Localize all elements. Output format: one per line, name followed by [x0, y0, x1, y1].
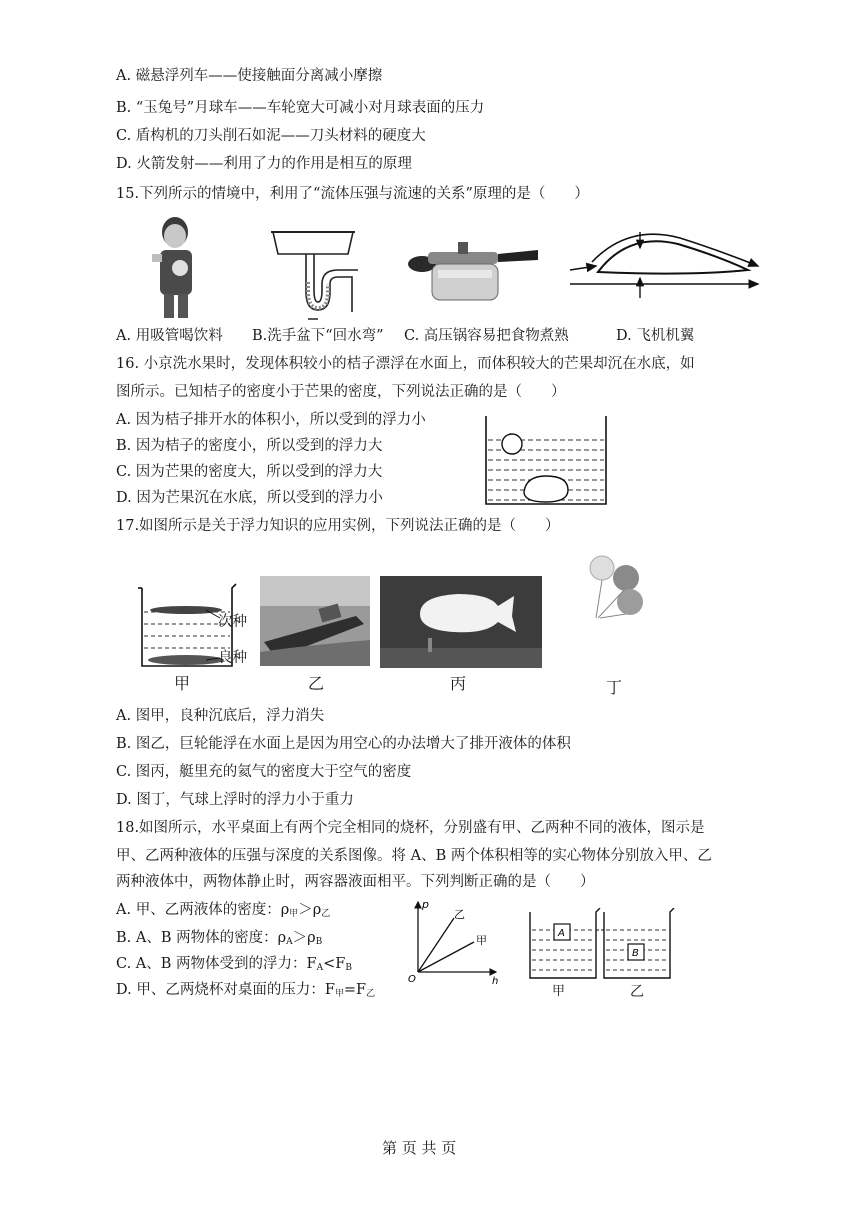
q14-option-b: B. “玉兔号”月球车——车轮宽大可减小对月球表面的压力 [116, 100, 485, 116]
airplane-wing-image [568, 226, 764, 302]
airship-photo [380, 576, 542, 668]
q18-option-d-mid: =F [343, 982, 367, 998]
q18-option-d [116, 980, 375, 1004]
q18-option-c [116, 954, 352, 978]
q15-caption-c: C. 高压锅容易把食物煮熟 [404, 328, 569, 344]
q18-option-b-mid: ＞ρ [292, 930, 316, 946]
q18-option-c-text: C. A、B 两物体受到的浮力：F [116, 956, 317, 972]
q18-stem-line1: 18.如图所示，水平桌面上有两个完全相同的烧杯，分别盛有甲、乙两种不同的液体，图示是 [116, 820, 705, 836]
q15-caption-b: B.洗手盆下“回水弯” [252, 328, 384, 344]
q18-option-c-sub2: B [345, 963, 352, 973]
q17-option-a: A. 图甲，良种沉底后，浮力消失 [116, 708, 325, 724]
line-label-yi: 乙 [454, 908, 465, 921]
block-b-label: B [632, 948, 639, 959]
page-footer: 第 页 共 页 [382, 1139, 457, 1157]
q17-option-d: D. 图丁，气球上浮时的浮力小于重力 [116, 792, 354, 808]
q16-option-b: B. 因为桔子的密度小，所以受到的浮力大 [116, 438, 383, 454]
q18-option-c-sub1: A [316, 963, 324, 973]
q18-option-b-text: B. A、B 两物体的密度：ρ [116, 930, 287, 946]
q16-option-c: C. 因为芒果的密度大，所以受到的浮力大 [116, 464, 383, 480]
q15-stem: 15.下列所示的情境中，利用了“流体压强与流速的关系”原理的是（ ） [116, 186, 589, 202]
label-yi: 乙 [308, 674, 325, 693]
pressure-depth-graph [404, 896, 504, 986]
q18-option-b [116, 928, 322, 952]
origin-label: O [408, 974, 416, 985]
q18-option-b-sub1: A [286, 937, 293, 947]
q18-option-d-sub2: 乙 [366, 989, 376, 999]
q16-option-d: D. 因为芒果沉在水底，所以受到的浮力小 [116, 490, 383, 506]
balloons-image [580, 552, 660, 624]
q18-option-d-text: D. 甲、乙两烧杯对桌面的压力：F [116, 982, 335, 998]
q17-stem: 17.如图所示是关于浮力知识的应用实例，下列说法正确的是（ ） [116, 518, 560, 534]
q18-option-a-sub1: 甲 [289, 909, 299, 919]
sink-trap-image [268, 222, 358, 322]
two-beakers-figure [526, 908, 676, 980]
q17-option-c: C. 图丙，艇里充的氦气的密度大于空气的密度 [116, 764, 412, 780]
axis-label-h: h [492, 976, 499, 986]
q18-option-a-sub2: 乙 [321, 909, 331, 919]
q14-option-a: A. 磁悬浮列车——使接触面分离减小摩擦 [116, 68, 383, 84]
q18-option-d-sub1: 甲 [334, 989, 344, 999]
axis-label-p: p [422, 898, 429, 911]
fruit-in-water-figure [484, 414, 608, 506]
q14-option-c: C. 盾构机的刀头削石如泥——刀头材料的硬度大 [116, 128, 426, 144]
q15-caption-a: A. 用吸管喝饮料 [116, 328, 223, 344]
label-bing: 丙 [450, 674, 467, 693]
beaker-yi [604, 908, 674, 978]
q18-option-b-sub2: B [315, 937, 323, 947]
beaker-jia [530, 908, 600, 978]
q18-stem-line3: 两种液体中，两物体静止时，两容器液面相平。下列判断正确的是（ ） [116, 874, 595, 890]
q18-stem-line2: 甲、乙两种液体的压强与深度的关系图像。将 A、B 两个体积相等的实心物体分别放入甲、乙 [116, 848, 712, 864]
ship-photo [260, 576, 370, 666]
line-jia [418, 942, 474, 972]
block-a-label: A [558, 928, 565, 939]
q17-option-b: B. 图乙，巨轮能浮在水面上是因为用空心的办法增大了排开液体的体积 [116, 736, 571, 752]
label-ding: 丁 [606, 678, 623, 697]
q16-stem-line2: 图所示。已知桔子的密度小于芒果的密度，下列说法正确的是（ ） [116, 384, 566, 400]
beaker-label-yi: 乙 [630, 984, 644, 1000]
line-yi [418, 918, 454, 972]
pressure-cooker-image [402, 230, 540, 306]
label-jia: 甲 [174, 674, 191, 693]
beaker-label-jia: 甲 [552, 984, 566, 999]
q16-option-a: A. 因为桔子排开水的体积小，所以受到的浮力小 [116, 412, 426, 428]
q18-option-c-mid: <F [323, 956, 346, 972]
label-ci-zhong: 次种 [218, 614, 247, 630]
line-label-jia: 甲 [476, 934, 487, 947]
q16-stem-line1: 16. 小京洗水果时，发现体积较小的桔子漂浮在水面上，而体积较大的芒果却沉在水底，如 [116, 356, 695, 372]
q15-caption-d: D. 飞机机翼 [616, 328, 695, 344]
q18-option-a-mid: ＞ρ [298, 902, 322, 918]
boy-drinking-image [140, 210, 210, 320]
q14-option-d: D. 火箭发射——利用了力的作用是相互的原理 [116, 156, 412, 172]
q18-option-a [116, 900, 330, 924]
label-liang-zhong: 良种 [218, 650, 247, 666]
q18-option-a-text: A. 甲、乙两液体的密度：ρ [116, 902, 290, 918]
